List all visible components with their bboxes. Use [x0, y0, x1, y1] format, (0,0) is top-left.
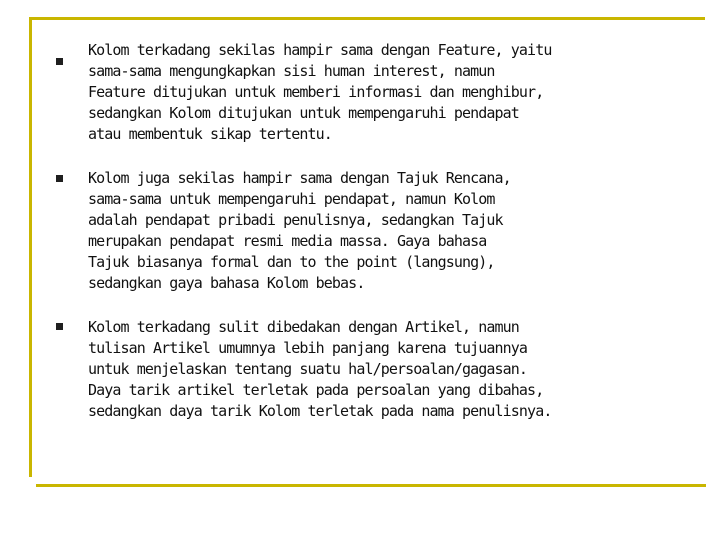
bullet-item — [54, 168, 704, 294]
frame-top-line — [29, 17, 705, 20]
frame-left-line — [29, 17, 32, 477]
frame-bottom-line — [36, 484, 706, 487]
bullet-item — [54, 317, 704, 422]
square-bullet-icon — [56, 58, 63, 65]
bullet-item — [54, 40, 704, 145]
bullet-text: Kolom terkadang sekilas hampir sama dengan Feature, yaitu sama-sama mengungkapkan sisi human interest, namun Feature ditujukan untuk memberi informasi dan menghibur, sedangkan Kolom ditujukan untuk mempengaruhi pendapat atau membentuk sikap tertentu. — [88, 41, 552, 143]
square-bullet-icon — [56, 323, 63, 330]
square-bullet-icon — [56, 175, 63, 182]
bullet-list — [54, 40, 704, 422]
bullet-text: Kolom juga sekilas hampir sama dengan Tajuk Rencana, sama-sama untuk mempengaruhi pendapat, namun Kolom adalah pendapat pribadi penulisnya, sedangkan Tajuk merupakan pendapat resmi media massa. Gaya bahasa Tajuk biasanya formal dan to the point (langsung), sedangkan gaya bahasa Kolom bebas. — [88, 169, 511, 292]
bullet-text: Kolom terkadang sulit dibedakan dengan Artikel, namun tulisan Artikel umumnya lebih panjang karena tujuannya untuk menjelaskan tentang suatu hal/persoalan/gagasan. Daya tarik artikel terletak pada persoalan yang dibahas, sedangkan daya tarik Kolom terletak pada nama penulisnya. — [88, 318, 552, 420]
